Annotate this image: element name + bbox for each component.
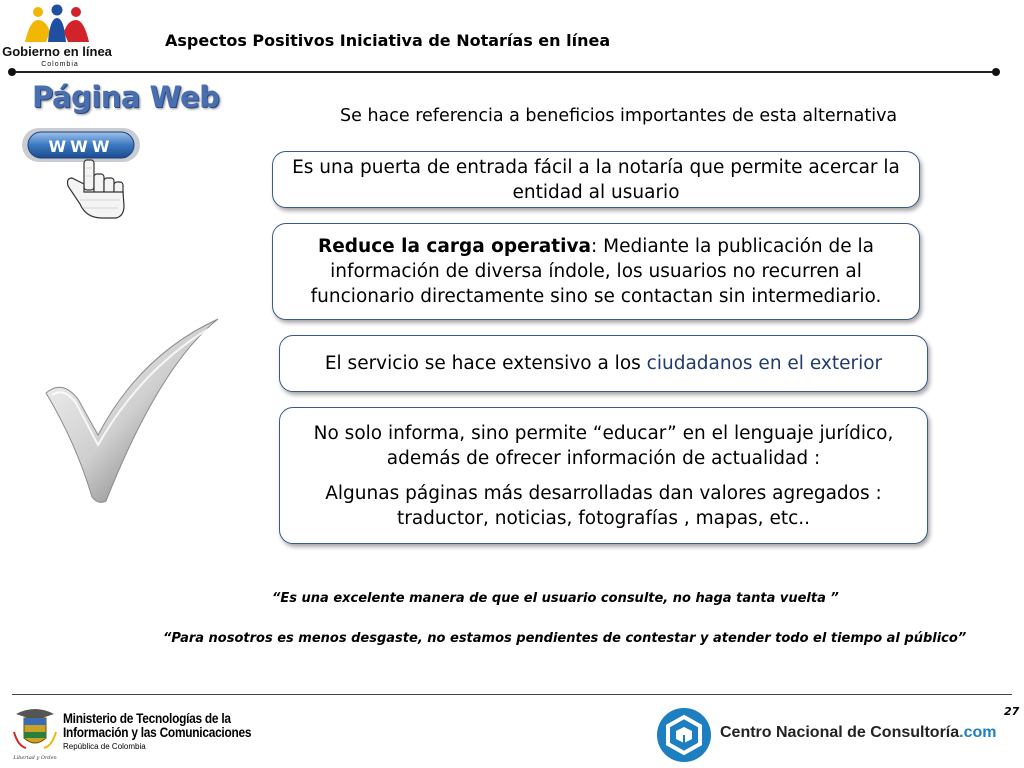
cnc-name-domain: .com (959, 724, 997, 741)
benefit-text: No solo informa, sino permite “educar” en el lenguaje jurídico, además de ofrecer información de actualidad : (313, 422, 894, 469)
benefit-text: Es una puerta de entrada fácil a la notaría que permite acercar la entidad al usuario (292, 156, 900, 203)
colombia-coat-of-arms-icon (12, 702, 58, 762)
cnc-logo-icon (656, 707, 712, 763)
benefit-text: El servicio se hace extensivo a los (324, 353, 647, 374)
user-quote-2: “Para nosotros es menos desgaste, no estamos pendientes de contestar y atender todo el tiempo al público” (163, 631, 967, 646)
benefit-highlight: ciudadanos en el exterior (646, 353, 883, 374)
www-hand-icon (20, 124, 144, 224)
gobierno-en-linea-logo (2, 2, 112, 70)
page-number: 27 (1004, 705, 1020, 718)
benefit-box-entry-point (272, 151, 920, 208)
benefit-text-secondary: Algunas páginas más desarrolladas dan valores agregados : traductor, noticias, fotografías , mapas, etc.. (325, 482, 882, 529)
user-quote-1: “Es una excelente manera de que el usuario consulte, no haga tanta vuelta ” (272, 591, 839, 606)
benefit-heading: Reduce la carga operativa (317, 236, 591, 257)
benefit-box-educate (279, 407, 928, 544)
benefit-text-container (294, 351, 913, 376)
header-divider-dot-left (8, 68, 16, 76)
cnc-name-main: Centro Nacional de Consultoría (720, 724, 960, 741)
ministry-name (63, 711, 251, 739)
logo-subtext: Colombia (41, 61, 79, 68)
benefit-text: : Mediante la publicación de la información de diversa índole, los usuarios no recurren al funcionario directamente sino se contactan sin intermediario. (310, 236, 882, 307)
footer-divider (12, 694, 1012, 695)
header-divider-dot-right (992, 68, 1000, 76)
ministry-subtitle: República de Colombia (63, 742, 146, 751)
ministry-name-line1: Ministerio de Tecnologías de la (63, 710, 231, 726)
benefit-text-container (287, 234, 905, 309)
benefit-box-abroad (279, 335, 928, 392)
benefit-box-operational-load (272, 223, 920, 320)
slide-title: Página Web (32, 80, 220, 114)
cnc-name (720, 724, 996, 742)
checkmark-icon (40, 315, 225, 505)
logo-wordmark: Gobierno en línea (2, 44, 112, 59)
www-label: WWW (48, 137, 114, 156)
slide-subtitle: Se hace referencia a beneficios importantes de esta alternativa (340, 106, 898, 126)
header-divider (12, 71, 996, 73)
seal-caption: Libertad y Orden (13, 755, 57, 761)
ministry-name-line2: Información y las Comunicaciones (63, 724, 252, 740)
header-title: Aspectos Positivos Iniciativa de Notarías en línea (165, 31, 611, 50)
